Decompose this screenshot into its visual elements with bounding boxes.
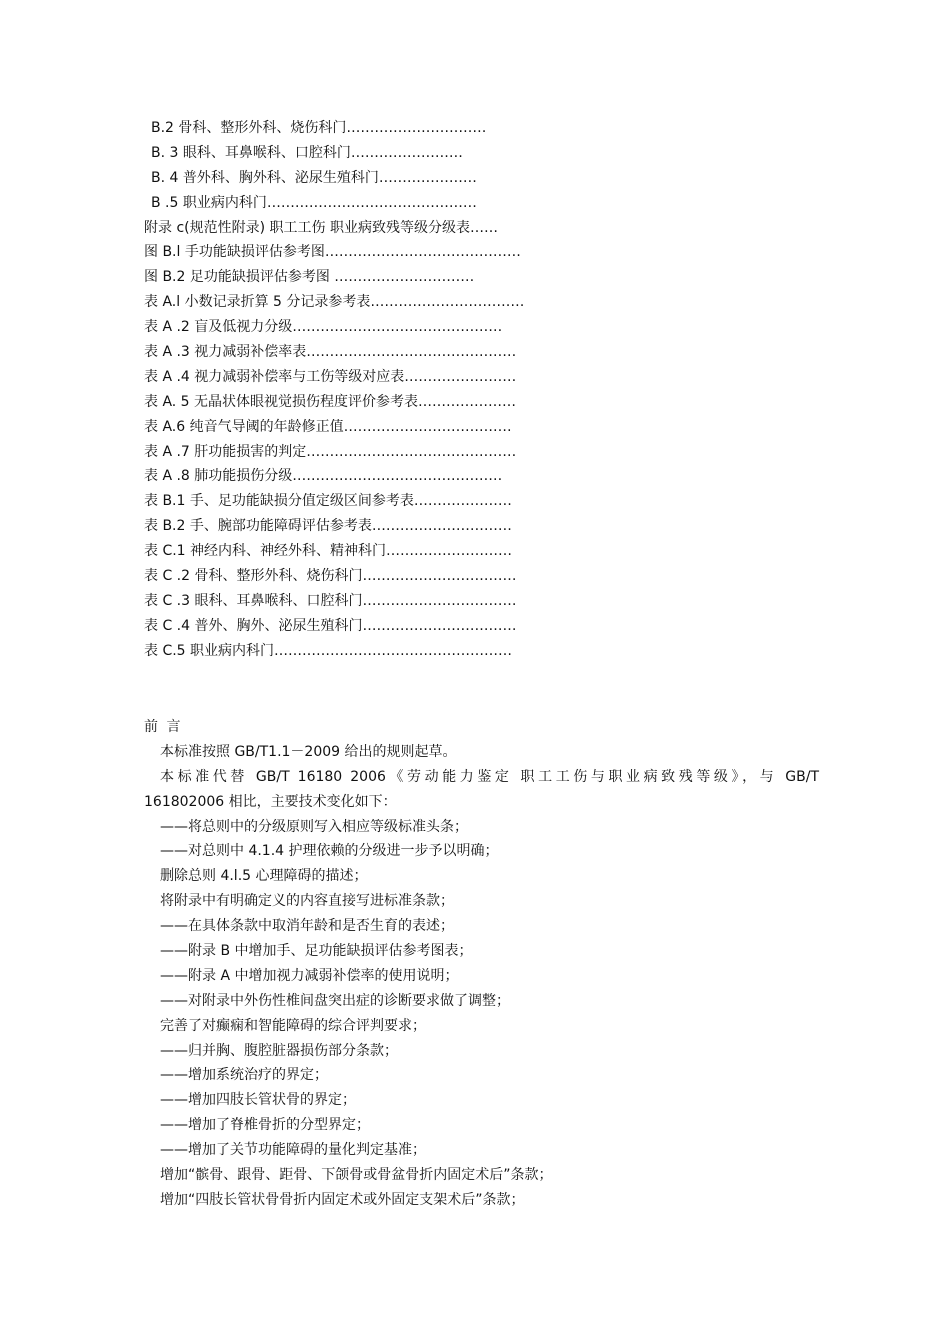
change-item: ——对附录中外伤性椎间盘突出症的诊断要求做了调整； (160, 992, 510, 1009)
toc-entry[interactable]: 表 A.6 纯音气导阈的年龄修正值……………………………… (144, 418, 512, 435)
toc-entry[interactable]: B .5 职业病内科门……………………………………… (151, 194, 477, 211)
change-item: ——增加了关节功能障碍的量化判定基准； (160, 1142, 426, 1159)
preface-paragraph-continuation: 161802006 相比，主要技术变化如下： (144, 793, 397, 810)
change-item: ——增加四肢长管状骨的界定； (160, 1092, 356, 1109)
toc-entry[interactable]: 附录 c(规范性附录) 职工工伤 职业病致残等级分级表…… (144, 219, 498, 236)
toc-entry[interactable]: 表 A .2 盲及低视力分级……………………………………… (144, 319, 503, 336)
toc-entry[interactable]: B.2 骨科、整形外科、烧伤科门………………………… (151, 120, 487, 136)
preface-paragraph: 本标准按照 GB/T1.1－2009 给出的规则起草。 (160, 743, 457, 760)
table-of-contents (144, 116, 844, 664)
toc-entry[interactable]: 表 C.1 神经内科、神经外科、精神科门……………………… (144, 543, 513, 560)
change-item: ——将总则中的分级原则写入相应等级标准头条； (160, 818, 468, 835)
change-item: ——增加了脊椎骨折的分型界定； (160, 1117, 370, 1134)
toc-entry[interactable]: 表 C .3 眼科、耳鼻喉科、口腔科门…………………………… (144, 592, 517, 609)
preface-section (144, 715, 819, 1213)
change-item: ——归并胸、腹腔脏器损伤部分条款； (160, 1042, 398, 1059)
toc-entry[interactable]: 表 A.l 小数记录折算 5 分记录参考表…………………………… (144, 294, 525, 311)
change-item: 完善了对癫痫和智能障碍的综合评判要求； (160, 1017, 426, 1034)
change-item: ——增加系统治疗的界定； (160, 1067, 328, 1084)
toc-entry[interactable]: 表 B.1 手、足功能缺损分值定级区间参考表………………… (144, 493, 512, 510)
change-item: 增加“髌骨、跟骨、距骨、下颌骨或骨盆骨折内固定术后”条款； (160, 1167, 553, 1184)
toc-entry[interactable]: 表 A .4 视力减弱补偿率与工伤等级对应表…………………… (144, 368, 517, 385)
change-item: 将附录中有明确定义的内容直接写进标准条款； (160, 893, 454, 910)
toc-entry[interactable]: 表 A. 5 无晶状体眼视觉损伤程度评价参考表………………… (144, 393, 517, 410)
preface-title: 前 言 (144, 719, 183, 735)
toc-entry[interactable]: 图 B.2 足功能缺损评估参考图 ………………………… (144, 269, 475, 286)
toc-entry[interactable]: 表 B.2 手、腕部功能障碍评估参考表………………………… (144, 518, 512, 535)
change-item: ——在具体条款中取消年龄和是否生育的表述； (160, 918, 454, 935)
change-item: ——附录 B 中增加手、足功能缺损评估参考图表； (160, 943, 473, 960)
toc-entry[interactable]: 表 C .4 普外、胸外、泌尿生殖科门…………………………… (144, 617, 517, 634)
toc-entry[interactable]: 表 A .7 肝功能损害的判定……………………………………… (144, 443, 517, 460)
toc-entry[interactable]: 表 C .2 骨科、整形外科、烧伤科门…………………………… (144, 568, 517, 585)
toc-entry[interactable]: 表 A .8 肺功能损伤分级……………………………………… (144, 468, 503, 485)
change-item: 增加“四肢长管状骨骨折内固定术或外固定支架术后”条款； (160, 1191, 525, 1208)
change-item: 删除总则 4.l.5 心理障碍的描述； (160, 868, 368, 885)
change-item: ——附录 A 中增加视力减弱补偿率的使用说明； (160, 967, 459, 984)
change-item: ——对总则中 4.1.4 护理依赖的分级进一步予以明确； (160, 843, 499, 860)
toc-entry[interactable]: 表 A .3 视力减弱补偿率表……………………………………… (144, 344, 517, 361)
toc-entry[interactable]: B. 4 普外科、胸外科、泌尿生殖科门………………… (151, 169, 477, 186)
toc-entry[interactable]: B. 3 眼科、耳鼻喉科、口腔科门…………………… (151, 144, 463, 161)
toc-entry[interactable]: 表 C.5 职业病内科门…………………………………………… (144, 642, 513, 659)
preface-paragraph: 本标准代替 GB/T 16180 2006《劳动能力鉴定 职工工伤与职业病致残等级》，与 GB/T (160, 768, 819, 785)
toc-entry[interactable]: 图 B.l 手功能缺损评估参考图…………………………………… (144, 244, 521, 261)
